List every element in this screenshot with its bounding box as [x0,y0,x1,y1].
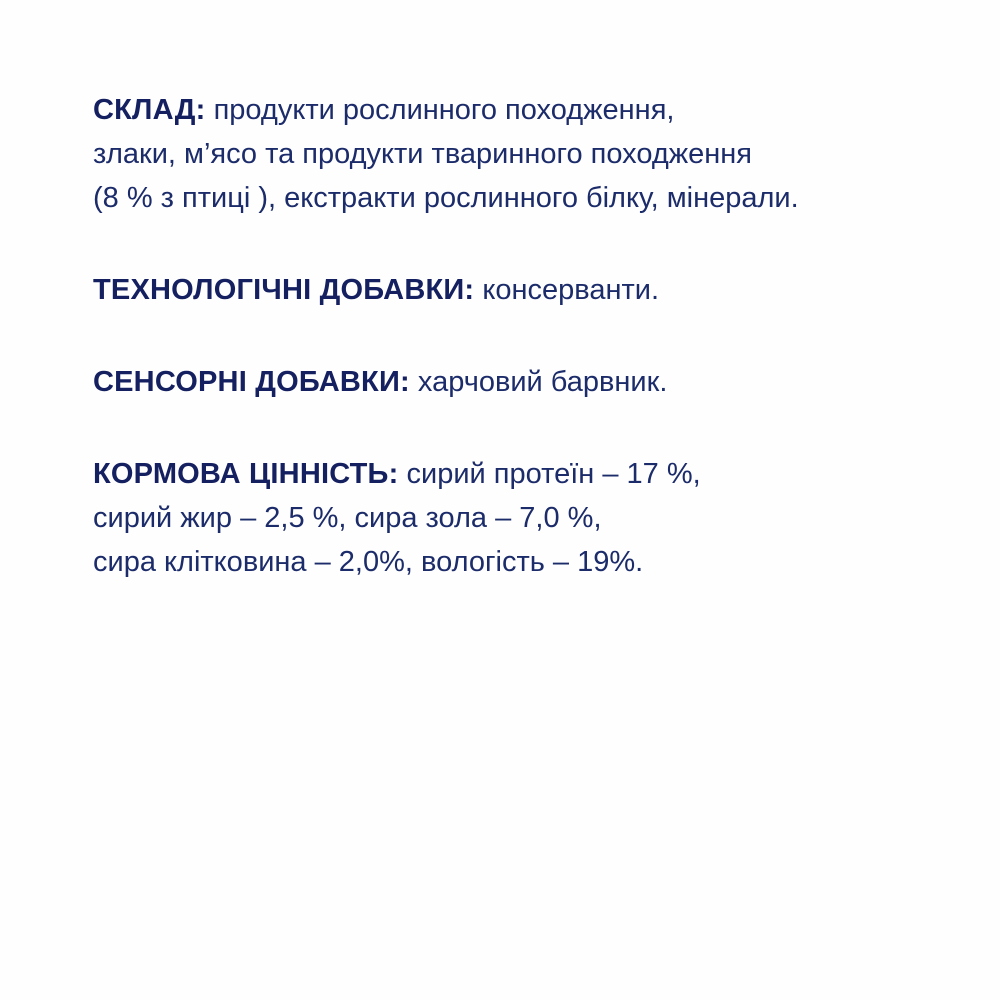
sensory-additives-label: СЕНСОРНІ ДОБАВКИ: [93,366,410,398]
nutritional-value-line-1 [93,452,973,496]
technological-additives-label: ТЕХНОЛОГІЧНІ ДОБАВКИ: [93,274,475,306]
sensory-additives-line [93,360,973,404]
sensory-additives-text: харчовий барвник. [409,366,668,398]
composition-text-2: злаки, м’ясо та продукти тваринного походження [93,138,753,170]
nutritional-value-label: КОРМОВА ЦІННІСТЬ: [93,458,399,490]
composition-section [93,88,973,220]
sensory-additives-section [93,360,973,404]
technological-additives-line [93,268,973,312]
nutritional-value-text-3: сира клітковина – 2,0%, вологість – 19%. [93,546,644,578]
composition-text-1: продукти рослинного походження, [205,94,675,126]
nutritional-value-text-1: сирий протеїн – 17 %, [398,458,701,490]
composition-line-1 [93,88,973,132]
technological-additives-section [93,268,973,312]
nutritional-value-text-2: сирий жир – 2,5 %, сира зола – 7,0 %, [93,502,602,534]
nutritional-value-section [93,452,973,584]
composition-label: СКЛАД: [93,94,206,126]
product-info [93,88,973,584]
technological-additives-text: консерванти. [474,274,659,306]
composition-text-3: (8 % з птиці ), екстракти рослинного білку, мінерали. [93,182,799,214]
